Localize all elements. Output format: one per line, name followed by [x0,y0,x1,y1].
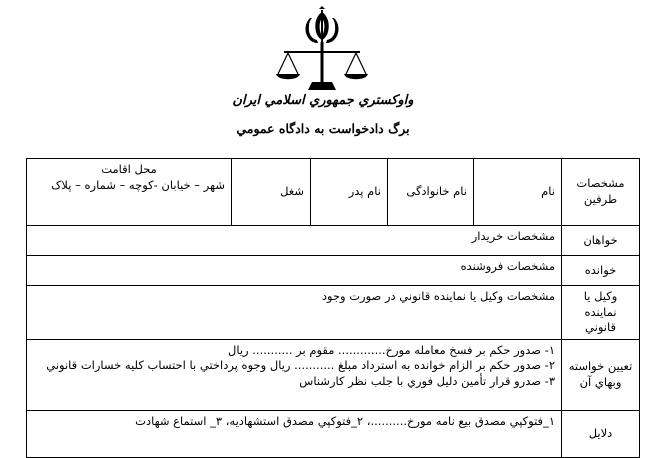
demand-item: ٣- صدرو قرار تأمين دليل فوري با جلب نظر کارشناس [299,373,555,388]
evidence-value [27,410,562,457]
name-header: نام [474,159,562,226]
address-title: محل اقامت [101,162,157,176]
parties-header: مشخصات طرفين [562,159,640,226]
defendant-value: مشخصات فروشنده [27,256,562,286]
form-title: برگ دادخواست به دادگاه عمومي [236,121,410,136]
demand-item: ١- صدور حکم بر فسخ معامله مورخ............. مقوم بر ........... ريال [228,342,555,357]
evidence-label: دلايل [562,410,640,457]
defendant-label: خوانده [562,256,640,286]
lawyer-value: مشخصات وکيل يا نماينده قانوني در صورت وجود [27,286,562,340]
evidence-item: ١_فتوکپي مصدق بيع نامه مورخ..........، ٢_فتوکپي مصدق استشهاديه، ٣_ استماع شهادت [135,413,555,428]
plaintiff-label: خواهان [562,226,640,256]
demand-value [27,339,562,410]
family-name-header: نام خانوادگی [388,159,474,226]
iran-emblem-scales-icon [272,6,372,92]
address-detail: شهر – خيابان -کوچه – شماره – پلاک [51,177,225,192]
father-name-header: نام پدر [311,159,388,226]
plaintiff-value: مشخصات خريدار [27,226,562,256]
petition-form-table [26,158,640,458]
address-header [27,159,232,226]
lawyer-label: وکيل يا نماينده قانوني [562,286,640,340]
job-header: شغل [232,159,311,226]
demand-label: تعيين خواسته وبهاي آن [562,339,640,410]
org-name: واوكستري جمهوري اسلامي ايران [232,93,414,108]
demand-item: ٢- صدور حکم بر الزام خوانده به استرداد مبلغ ........... ريال وجوه پرداختي با احتساب کليه خسارات قانوني [46,358,555,373]
